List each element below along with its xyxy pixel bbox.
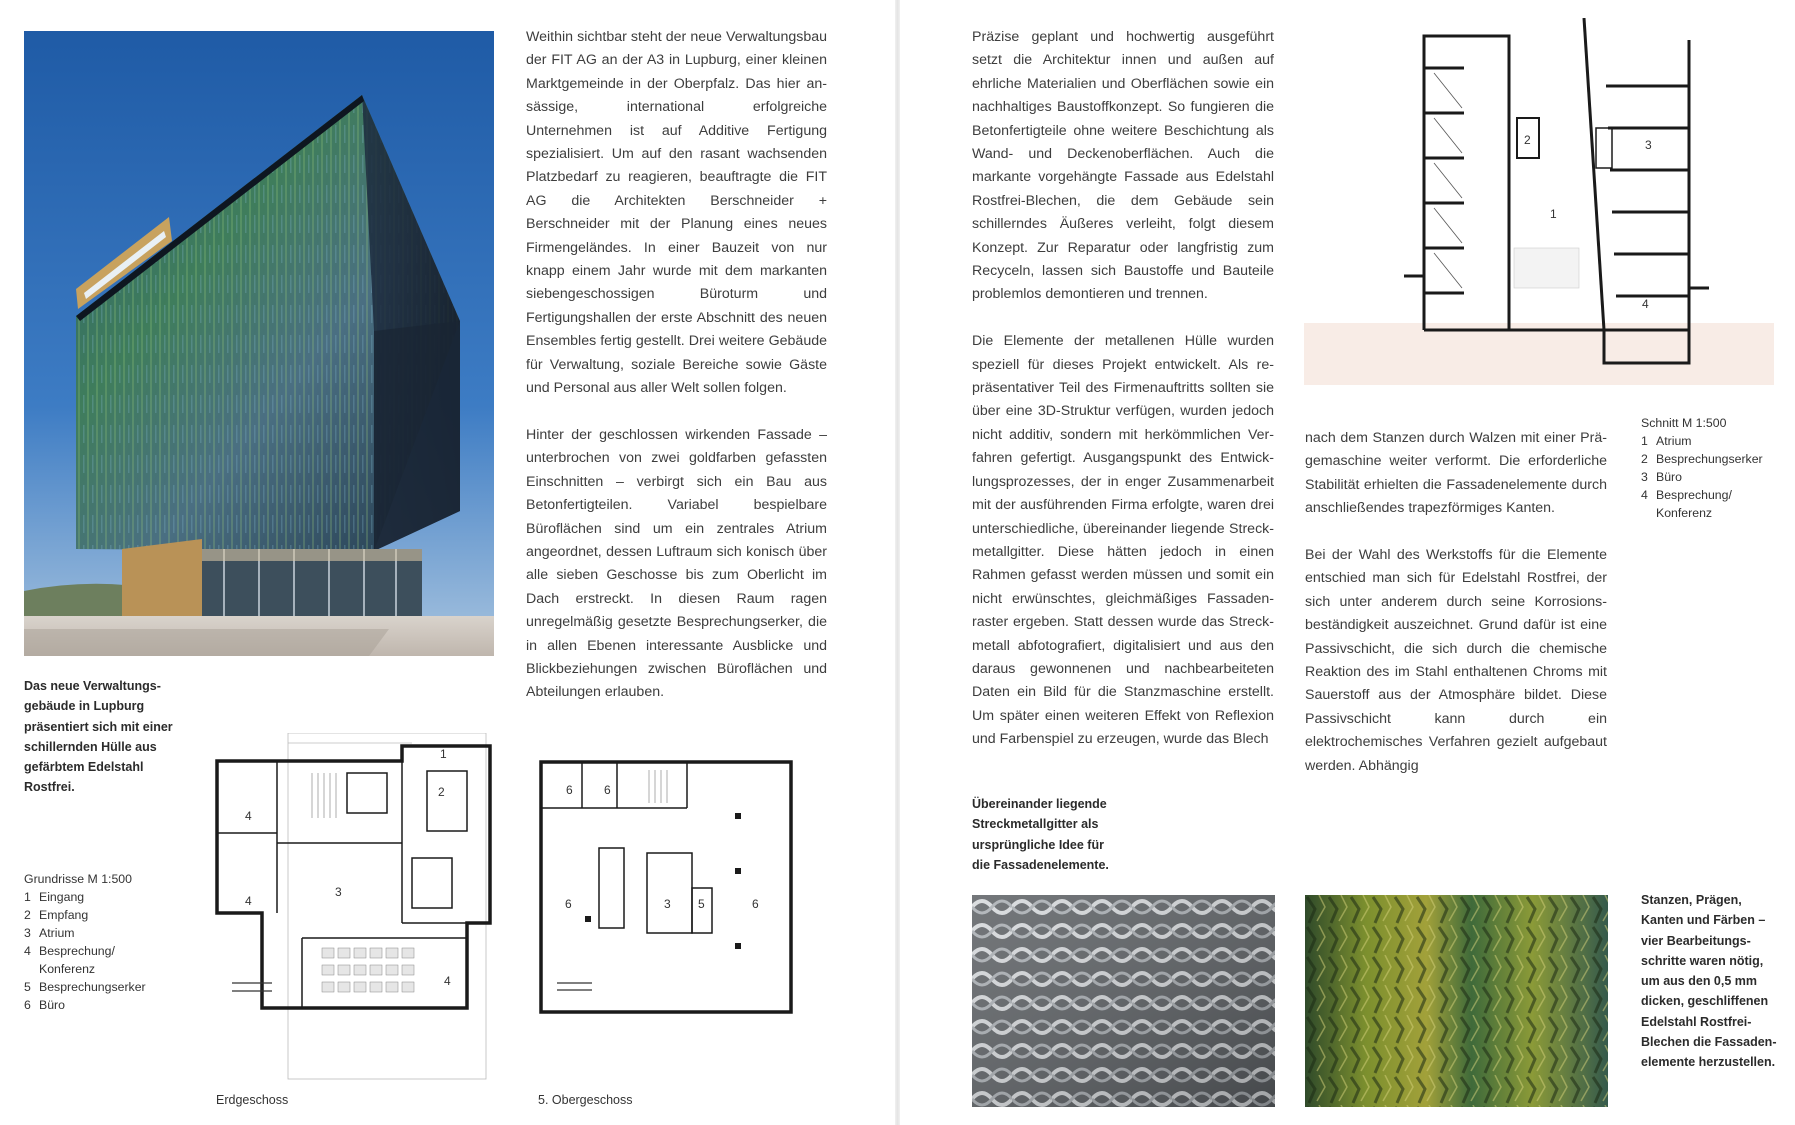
legend-item	[24, 924, 174, 942]
section-number: 3	[1645, 138, 1652, 152]
legend-item	[1641, 432, 1781, 450]
room-number: 3	[664, 897, 671, 911]
mesh-caption: Übereinander liegende Streckmetallgitter als ursprüngliche Idee für die Fassadenelemente.	[972, 797, 1109, 872]
legend-text: Besprechung/ Konferenz	[1656, 488, 1732, 520]
section-number: 4	[1642, 297, 1649, 311]
legend-number: 2	[24, 908, 31, 922]
room-number: 4	[245, 894, 252, 908]
legend-item	[24, 942, 174, 978]
ground-floor-label: Erdgeschoss	[216, 1093, 289, 1107]
legend-number: 3	[24, 926, 31, 940]
legend-item	[24, 996, 174, 1014]
paragraph: Weithin sichtbar steht der neue Verwaltungsbau der FIT AG an der A3 in Lupburg, einer kleinen Marktgemeinde in der Oberpfalz. Das hier ansässige, international erfolgreiche Unternehmen ist auf Additive Fertigung spezialisiert. Um auf den rasant wachsenden Platzbedarf zu reagieren, beauftragte die FIT AG die Architekten Berschneider + Berschneider mit der Planung eines neues Firmengeländes. In einer Bauzeit von nur knapp einem Jahr wurde mit dem markanten siebengeschossigen Büroturm und Fertigungshallen der erste Abschnitt des neuen Ensembles fertig gestellt. Drei weitere Gebäude für Verwaltung, soziale Bereiche sowie Gäste und Personal aus aller Welt sollen folgen.	[526, 29, 827, 397]
legend-text: Atrium	[1656, 434, 1692, 448]
paragraph: Präzise geplant und hochwertig ausgeführt setzt die Architektur innen und außen auf ehrliche Materialien und Oberflächen sowie ein nachhaltiges Baustoffkonzept. So fungieren die Betonfertigteile ohne weitere Beschichtung als Wand- und Deckenoberflächen. Auch die markante vorgehängte Fassade aus Edelstahl Rostfrei-Blechen, die dem Gebäude sein schillerndes Äußeres verleiht, folgt diesem Konzept. Zur Reparatur oder langfristig zum Recyceln, lassen sich Baustoffe und Bauteile problemlos demontieren und trennen.	[972, 29, 1274, 303]
process-caption: Stanzen, Prägen, Kanten und Färben – vier Bearbeitungsschritte waren nötig, um aus den 0,5 mm dicken, geschliffenen Edelstahl Rostfrei-Blechen die Fassadenelemente herzustellen.	[1641, 893, 1777, 1070]
legend-number: 3	[1641, 470, 1648, 484]
room-number: 6	[565, 897, 572, 911]
right-page	[900, 0, 1795, 1125]
legend-number: 1	[24, 890, 31, 904]
room-number: 2	[438, 785, 445, 799]
left-page	[0, 0, 895, 1125]
plans-legend	[24, 870, 174, 1014]
legend-number: 1	[1641, 434, 1648, 448]
legend-text: Eingang	[39, 890, 85, 904]
legend-title: Grundrisse M 1:500	[24, 872, 132, 886]
legend-number: 5	[24, 980, 31, 994]
room-number: 4	[245, 809, 252, 823]
ground-floor-plan	[212, 733, 497, 1083]
legend-text: Besprechungserker	[1656, 452, 1763, 466]
legend-number: 6	[24, 998, 31, 1012]
colored-mesh-photo	[1305, 895, 1608, 1107]
paragraph: Die Elemente der metallenen Hülle wurden speziell für dieses Projekt entwickelt. Als repräsentativer Teil des Firmenauftritts sollten sie über eine 3D-Struktur verfügen, wurden jedoch nicht additiv, sondern mit herkömmlichen Verfahren gefertigt. Ausgangspunkt des Entwicklungsprozesses, der in enger Zusammenarbeit mit der ausführenden Firma erfolgte, waren drei unterschiedliche, übereinander liegende Streckmetallgitter. Diese hätten jedoch in einen Rahmen gefasst werden müssen und somit ein nicht erwünschtes, gleichmäßiges Fassadenraster ergeben. Statt dessen wurde das Streckmetall abfotografiert, digitalisiert und aus den daraus gewonnenen und nachbearbeiteten Daten ein Bild für die Stanzmaschine erstellt. Um später einen weiteren Effekt von Reflexion und Farbenspiel zu erzeugen, wurde das Blech	[972, 333, 1274, 748]
building-photo	[24, 31, 494, 656]
legend-title: Schnitt M 1:500	[1641, 416, 1727, 430]
legend-text: Büro	[1656, 470, 1682, 484]
photo-caption: Das neue Verwaltungsgebäude in Lupburg präsentiert sich mit einer schillernden Hülle aus gefärbtem Edelstahl Rostfrei.	[24, 679, 173, 795]
room-number: 1	[440, 747, 447, 761]
legend-text: Besprechung/ Konferenz	[39, 944, 115, 976]
room-number: 6	[752, 897, 759, 911]
upper-floor-label: 5. Obergeschoss	[538, 1093, 633, 1107]
legend-number: 4	[24, 944, 31, 958]
section-number: 2	[1524, 133, 1531, 147]
legend-item	[1641, 468, 1781, 486]
room-number: 3	[335, 885, 342, 899]
room-number: 6	[566, 783, 573, 797]
legend-item	[24, 978, 174, 996]
paragraph: Hinter der geschlossen wirkenden Fassade – unterbrochen von zwei goldfarben gefassten Einschnitten – verbirgt sich ein Bau aus Betonfertigteilen. Variabel bespielbare Büroflächen sind um ein zentrales Atrium angeordnet, dessen Luftraum sich konisch über alle sieben Geschosse bis zum Oberlicht im Dach erstreckt. In diesen Raum ragen unregelmäßig gesetzte Besprechungserker, die in allen Ebenen interessante Ausblicke und Blickbeziehungen zwischen Büroflächen und Abteilungen erlauben.	[526, 426, 827, 701]
room-number: 5	[698, 897, 705, 911]
legend-text: Besprechungserker	[39, 980, 146, 994]
legend-number: 4	[1641, 488, 1648, 502]
paragraph: Bei der Wahl des Werkstoffs für die Elemente entschied man sich für Edelstahl Rostfrei, der sich unter anderem durch seine Korrosionsbeständigkeit auszeichnet. Grund dafür ist eine Passivschicht, die sich durch die chemische Reaktion des im Stahl enthaltenen Chroms mit Sauerstoff aus der Atmosphäre bildet. Diese Passivschicht kann durch ein elektrochemisches Verfahren gezielt aufgebaut werden. Abhängig	[1305, 547, 1607, 774]
legend-item	[24, 906, 174, 924]
upper-floor-plan	[537, 758, 797, 1018]
section-legend	[1641, 414, 1781, 522]
right-text-column-2	[1305, 427, 1607, 778]
legend-item	[1641, 450, 1781, 468]
legend-text: Atrium	[39, 926, 75, 940]
legend-text: Empfang	[39, 908, 89, 922]
legend-text: Büro	[39, 998, 65, 1012]
legend-item	[24, 888, 174, 906]
right-text-column-1	[972, 26, 1274, 752]
paragraph: nach dem Stanzen durch Walzen mit einer Prägemaschine weiter verformt. Die erforderliche Stabilität erhielten die Fassadenelemente durch anschließendes trapezförmiges Kanten.	[1305, 430, 1607, 517]
mesh-photo	[972, 895, 1275, 1107]
legend-item	[1641, 486, 1781, 522]
room-number: 4	[444, 974, 451, 988]
section-number: 1	[1550, 207, 1557, 221]
left-text-column	[526, 26, 827, 705]
room-number: 6	[604, 783, 611, 797]
section-drawing	[1304, 18, 1774, 385]
legend-number: 2	[1641, 452, 1648, 466]
